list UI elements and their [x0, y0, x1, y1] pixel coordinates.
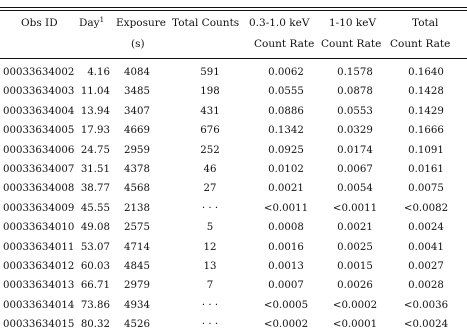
cell-hard-rate: <0.0011	[332, 202, 378, 214]
cell-exposure: 2575	[124, 222, 150, 234]
table-row	[0, 179, 467, 198]
cell-soft-rate: <0.0002	[263, 319, 309, 331]
cell-day: 31.51	[80, 163, 110, 175]
header-hard-rate: Count Rate	[321, 38, 382, 50]
cell-hard-rate: 0.0553	[337, 105, 373, 117]
header-exposure: Exposure	[116, 17, 167, 29]
cell-hard-rate: 0.0025	[337, 241, 373, 253]
cell-hard-rate: 0.0026	[337, 280, 373, 292]
cell-soft-rate: 0.0007	[268, 280, 304, 292]
header-day-footnote: 1	[99, 16, 105, 24]
cell-total-rate: <0.0036	[403, 299, 449, 311]
table-header-rule	[0, 58, 467, 59]
cell-total-rate: 0.1640	[408, 67, 444, 78]
table-row	[0, 102, 467, 121]
cell-total-rate: 0.0075	[408, 183, 444, 195]
header-obs-id: Obs ID	[21, 17, 58, 29]
table-row	[0, 160, 467, 179]
cell-exposure: 4845	[124, 260, 150, 272]
cell-total-rate: 0.0161	[408, 163, 444, 175]
header-exposure-unit: (s)	[131, 38, 145, 50]
cell-total-rate: 0.1666	[408, 125, 444, 137]
cell-total-counts: · · ·	[201, 299, 219, 311]
cell-obs-id: 00033634006	[3, 144, 75, 156]
cell-day: 53.07	[80, 241, 110, 253]
header-total-rate: Count Rate	[390, 38, 451, 50]
cell-exposure: 2979	[124, 280, 150, 292]
cell-obs-id: 00033634003	[3, 86, 75, 98]
cell-day: 13.94	[80, 105, 110, 117]
cell-day: 24.75	[80, 144, 110, 156]
cell-total-counts: 13	[203, 260, 217, 272]
cell-hard-rate: 0.1578	[337, 67, 373, 78]
table-row	[0, 141, 467, 160]
cell-exposure: 3407	[124, 105, 150, 117]
cell-hard-rate: 0.0329	[337, 125, 373, 137]
cell-exposure: 4526	[124, 319, 150, 331]
cell-day: 66.71	[80, 280, 110, 292]
cell-day: 11.04	[80, 86, 110, 98]
header-total-counts: Total Counts	[172, 17, 240, 29]
cell-obs-id: 00033634010	[3, 222, 75, 234]
cell-exposure: 4568	[124, 183, 150, 195]
cell-total-rate: 0.1428	[408, 86, 444, 98]
cell-obs-id: 00033634005	[3, 125, 75, 137]
cell-hard-rate: <0.0002	[332, 299, 378, 311]
cell-hard-rate: 0.0174	[337, 144, 373, 156]
table-row	[0, 121, 467, 140]
cell-soft-rate: 0.0102	[268, 163, 304, 175]
cell-exposure: 4714	[124, 241, 150, 253]
table-row	[0, 199, 467, 218]
cell-exposure: 3485	[124, 86, 150, 98]
table-row	[0, 257, 467, 276]
cell-hard-rate: 0.0021	[337, 222, 373, 234]
cell-soft-rate: 0.1342	[268, 125, 304, 137]
cell-obs-id: 00033634013	[3, 280, 75, 292]
cell-total-rate: <0.0082	[403, 202, 449, 214]
cell-total-counts: 27	[203, 183, 217, 195]
cell-obs-id: 00033634004	[3, 105, 75, 117]
cell-total-counts: 431	[200, 105, 220, 117]
cell-total-counts: 46	[203, 163, 217, 175]
cell-obs-id: 00033634009	[3, 202, 75, 214]
cell-total-rate: 0.1091	[408, 144, 444, 156]
table-row	[0, 82, 467, 101]
cell-obs-id: 00033634002	[3, 67, 75, 78]
cell-total-counts: 12	[203, 241, 217, 253]
cell-day: 80.32	[80, 319, 110, 331]
table-header	[0, 13, 467, 57]
cell-exposure: 4084	[124, 67, 150, 78]
cell-total-counts: 676	[200, 125, 220, 137]
cell-exposure: 4378	[124, 163, 150, 175]
cell-total-counts: 198	[200, 86, 220, 98]
cell-day: 4.16	[87, 67, 110, 78]
cell-obs-id: 00033634015	[3, 319, 75, 331]
header-hard-band: 1-10 keV	[329, 17, 377, 29]
table-top-rule-inner	[0, 10, 467, 11]
table-top-rule	[0, 7, 467, 8]
cell-hard-rate: 0.0054	[337, 183, 373, 195]
header-day: Day$^1$	[79, 16, 105, 29]
cell-day: 73.86	[80, 299, 110, 311]
cell-exposure: 2138	[124, 202, 150, 214]
cell-obs-id: 00033634011	[3, 241, 75, 253]
cell-soft-rate: <0.0011	[263, 202, 309, 214]
cell-day: 38.77	[80, 183, 110, 195]
cell-soft-rate: 0.0021	[268, 183, 304, 195]
cell-total-counts: 5	[206, 222, 214, 234]
table-row	[0, 218, 467, 237]
cell-total-rate: 0.1429	[408, 105, 444, 117]
cell-soft-rate: <0.0005	[263, 299, 309, 311]
header-soft-band: 0.3-1.0 keV	[249, 17, 310, 29]
cell-total-counts: · · ·	[201, 319, 219, 331]
cell-soft-rate: 0.0016	[268, 241, 304, 253]
cell-day: 45.55	[80, 202, 110, 214]
cell-total-rate: 0.0041	[408, 241, 444, 253]
cell-total-rate: <0.0024	[403, 319, 449, 331]
table-row	[0, 296, 467, 315]
header-total-band: Total	[412, 17, 439, 29]
cell-obs-id: 00033634007	[3, 163, 75, 175]
cell-soft-rate: 0.0555	[268, 86, 304, 98]
table-row	[0, 238, 467, 257]
cell-total-counts: 591	[200, 67, 220, 78]
cell-day: 49.08	[80, 222, 110, 234]
cell-total-rate: 0.0028	[408, 280, 444, 292]
cell-total-counts: · · ·	[201, 202, 219, 214]
table-row	[0, 63, 467, 82]
cell-day: 17.93	[80, 125, 110, 137]
cell-exposure: 2959	[124, 144, 150, 156]
cell-hard-rate: 0.0067	[337, 163, 373, 175]
table-row	[0, 276, 467, 295]
cell-total-counts: 7	[206, 280, 214, 292]
cell-hard-rate: <0.0001	[332, 319, 378, 331]
cell-hard-rate: 0.0015	[337, 260, 373, 272]
cell-total-counts: 252	[200, 144, 220, 156]
cell-soft-rate: 0.0062	[268, 67, 304, 78]
cell-soft-rate: 0.0925	[268, 144, 304, 156]
cell-day: 60.03	[80, 260, 110, 272]
table-body	[0, 63, 467, 334]
cell-exposure: 4669	[124, 125, 150, 137]
cell-exposure: 4934	[124, 299, 150, 311]
cell-soft-rate: 0.0008	[268, 222, 304, 234]
cell-soft-rate: 0.0013	[268, 260, 304, 272]
cell-total-rate: 0.0024	[408, 222, 444, 234]
cell-total-rate: 0.0027	[408, 260, 444, 272]
cell-obs-id: 00033634008	[3, 183, 75, 195]
cell-obs-id: 00033634014	[3, 299, 75, 311]
cell-hard-rate: 0.0878	[337, 86, 373, 98]
cell-soft-rate: 0.0886	[268, 105, 304, 117]
table-row	[0, 315, 467, 334]
cell-obs-id: 00033634012	[3, 260, 75, 272]
header-soft-rate: Count Rate	[254, 38, 315, 50]
